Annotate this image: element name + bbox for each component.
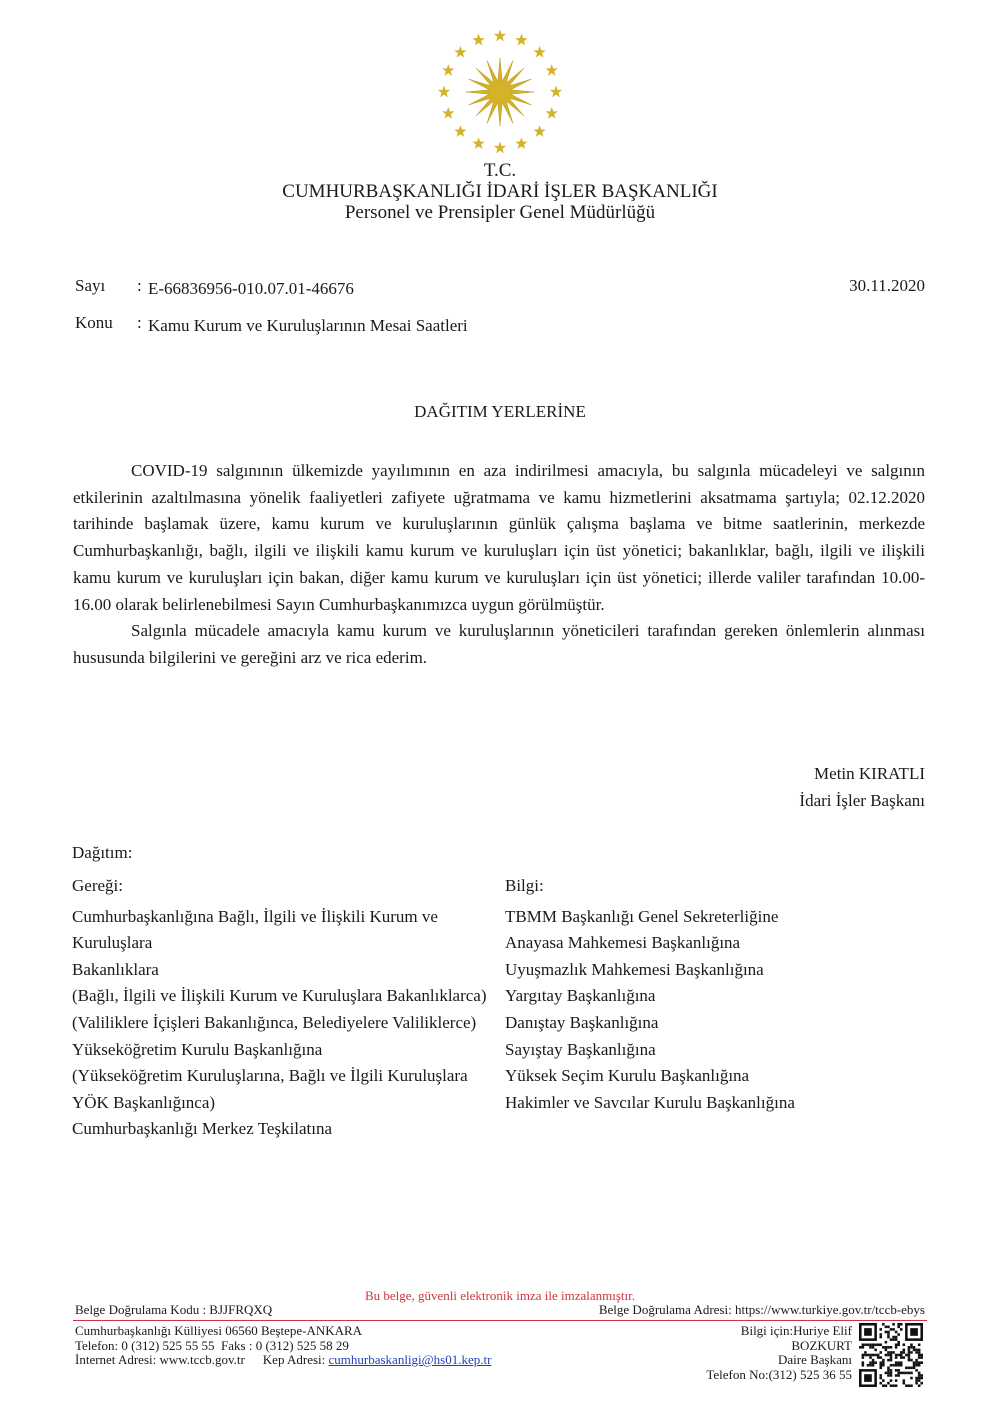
esignature-notice: Bu belge, güvenli elektronik imza ile imzalanmıştır. bbox=[364, 1288, 636, 1303]
star-icon bbox=[515, 137, 527, 149]
verification-code: Belge Doğrulama Kodu : BJJFRQXQ bbox=[75, 1302, 273, 1317]
sayi-colon: : bbox=[137, 276, 142, 295]
kep-label: Kep Adresi: bbox=[262, 1352, 326, 1367]
star-icon bbox=[546, 64, 558, 76]
sunburst-icon bbox=[466, 58, 534, 126]
distribution-item: Cumhurbaşkanlığı Merkez Teşkilatına bbox=[72, 1119, 333, 1139]
distribution-item: Yüksek Seçim Kurulu Başkanlığına bbox=[505, 1066, 750, 1086]
distribution-item: Bakanlıklara bbox=[72, 959, 159, 979]
star-icon bbox=[546, 107, 558, 119]
header-unit: Personel ve Prensipler Genel Müdürlüğü bbox=[344, 202, 656, 223]
distribution-item: (Bağlı, İlgili ve İlişkili Kurum ve Kuruluşlara Bakanlıklarca) bbox=[72, 986, 487, 1006]
star-icon bbox=[533, 125, 545, 137]
document-number: E-66836956-010.07.01-46676 bbox=[148, 279, 354, 298]
verification-address: Belge Doğrulama Adresi: https://www.turkiye.gov.tr/tccb-ebys bbox=[598, 1302, 925, 1317]
signature-block bbox=[799, 760, 925, 814]
contact-info bbox=[706, 1324, 852, 1382]
signer-name: Metin KIRATLI bbox=[814, 764, 925, 783]
qr-code-icon bbox=[859, 1323, 923, 1387]
distribution-title: Dağıtım: bbox=[72, 843, 133, 862]
star-icon bbox=[472, 137, 484, 149]
star-icon bbox=[550, 86, 562, 98]
distribution-item: Sayıştay Başkanlığına bbox=[505, 1039, 656, 1059]
distribution-gereği bbox=[72, 873, 492, 1143]
distribution-item: TBMM Başkanlığı Genel Sekreterliğine bbox=[505, 906, 779, 926]
distribution-item: Yargıtay Başkanlığına bbox=[505, 986, 656, 1006]
header-tc: T.C. bbox=[483, 160, 517, 181]
contact-line: Bilgi için:Huriye Elif bbox=[740, 1323, 852, 1338]
distribution-item: (Valiliklere İçişleri Bakanlığınca, Belediyelere Valiliklerce) bbox=[72, 1012, 477, 1032]
footer-divider bbox=[73, 1320, 927, 1321]
body-paragraph: COVID-19 salgınının ülkemizde yayılımının en aza indirilmesi amacıyla, bu salgınla mücadeleyi ve salgının etkilerinin azaltılmasına yönelik faaliyetleri zafiyete uğratmama ve kamu hizmetlerini aksatmama şartıyla; 02.12.2020 tarihinde başlamak üzere, kamu kurum ve kuruluşlarının günlük çalışma başlama ve bitme saatlerinin, merkezde Cumhurbaşkanlığı, bağlı, ilgili ve ilişkili kamu kurum ve kuruluşları için üst yönetici; bakanlıklar, bağlı, ilgili ve ilişkili kamu kurum ve kuruluşları için bakan, diğer kamu kurum ve kuruluşları için üst yönetici; illerde valiler tarafından 10.00-16.00 olarak belirlenebilmesi Sayın Cumhurbaşkanımızca uygun görülmüştür. bbox=[73, 461, 925, 614]
document-subject: Kamu Kurum ve Kuruluşlarının Mesai Saatleri bbox=[148, 316, 468, 335]
distribution-item: Yükseköğretim Kurulu Başkanlığına bbox=[72, 1039, 323, 1059]
institution-address bbox=[75, 1324, 491, 1368]
document-date: 30.11.2020 bbox=[849, 276, 925, 295]
star-icon bbox=[454, 46, 466, 58]
star-icon bbox=[494, 30, 506, 42]
kep-email-link[interactable]: cumhurbaskanligi@hs01.kep.tr bbox=[328, 1352, 492, 1367]
distribution-item: Uyuşmazlık Mahkemesi Başkanlığına bbox=[505, 959, 764, 979]
star-icon bbox=[515, 34, 527, 46]
header-organization: CUMHURBAŞKANLIĞI İDARİ İŞLER BAŞKANLIĞI bbox=[282, 181, 718, 202]
bilgi-label: Bilgi: bbox=[505, 876, 544, 895]
star-icon bbox=[472, 34, 484, 46]
addressee-heading: DAĞITIM YERLERİNE bbox=[414, 402, 586, 421]
distribution-item: (Yükseköğretim Kuruluşlarına, Bağlı ve İlgili Kuruluşlara YÖK Başkanlığınca) bbox=[72, 1066, 468, 1112]
contact-line: Telefon No:(312) 525 36 55 bbox=[706, 1366, 852, 1382]
distribution-item: Danıştay Başkanlığına bbox=[505, 1012, 659, 1032]
sayi-label: Sayı bbox=[75, 276, 106, 295]
letter-body bbox=[73, 458, 925, 672]
presidential-seal-icon bbox=[430, 22, 570, 162]
star-icon bbox=[454, 125, 466, 137]
gereği-label: Gereği: bbox=[72, 876, 123, 895]
internet-kep-line bbox=[75, 1353, 491, 1368]
distribution-bilgi bbox=[505, 873, 925, 1116]
konu-label: Konu bbox=[75, 313, 113, 332]
star-icon bbox=[442, 64, 454, 76]
body-paragraph: Salgınla mücadele amacıyla kamu kurum ve kuruluşlarının yöneticileri tarafından gereken önlemlerin alınması hususunda bilgilerini ve gereğini arz ve rica ederim. bbox=[73, 621, 925, 667]
contact-line: BOZKURT bbox=[791, 1337, 852, 1353]
internet-address: İnternet Adresi: www.tccb.gov.tr bbox=[75, 1352, 245, 1367]
phone-fax-line: Telefon: 0 (312) 525 55 55 Faks : 0 (312) 525 58 29 bbox=[75, 1337, 349, 1353]
distribution-item: Anayasa Mahkemesi Başkanlığına bbox=[505, 933, 741, 953]
distribution-item: Hakimler ve Savcılar Kurulu Başkanlığına bbox=[505, 1092, 795, 1112]
star-icon bbox=[442, 107, 454, 119]
star-icon bbox=[494, 142, 506, 154]
star-icon bbox=[438, 86, 450, 98]
contact-line: Daire Başkanı bbox=[777, 1352, 852, 1367]
address-line: Cumhurbaşkanlığı Külliyesi 06560 Beştepe-ANKARA bbox=[75, 1323, 363, 1338]
distribution-item: Cumhurbaşkanlığına Bağlı, İlgili ve İlişkili Kurum ve Kuruluşlara bbox=[72, 906, 438, 953]
star-icon bbox=[533, 46, 545, 58]
konu-colon: : bbox=[137, 313, 142, 332]
signer-title: İdari İşler Başkanı bbox=[799, 791, 925, 810]
